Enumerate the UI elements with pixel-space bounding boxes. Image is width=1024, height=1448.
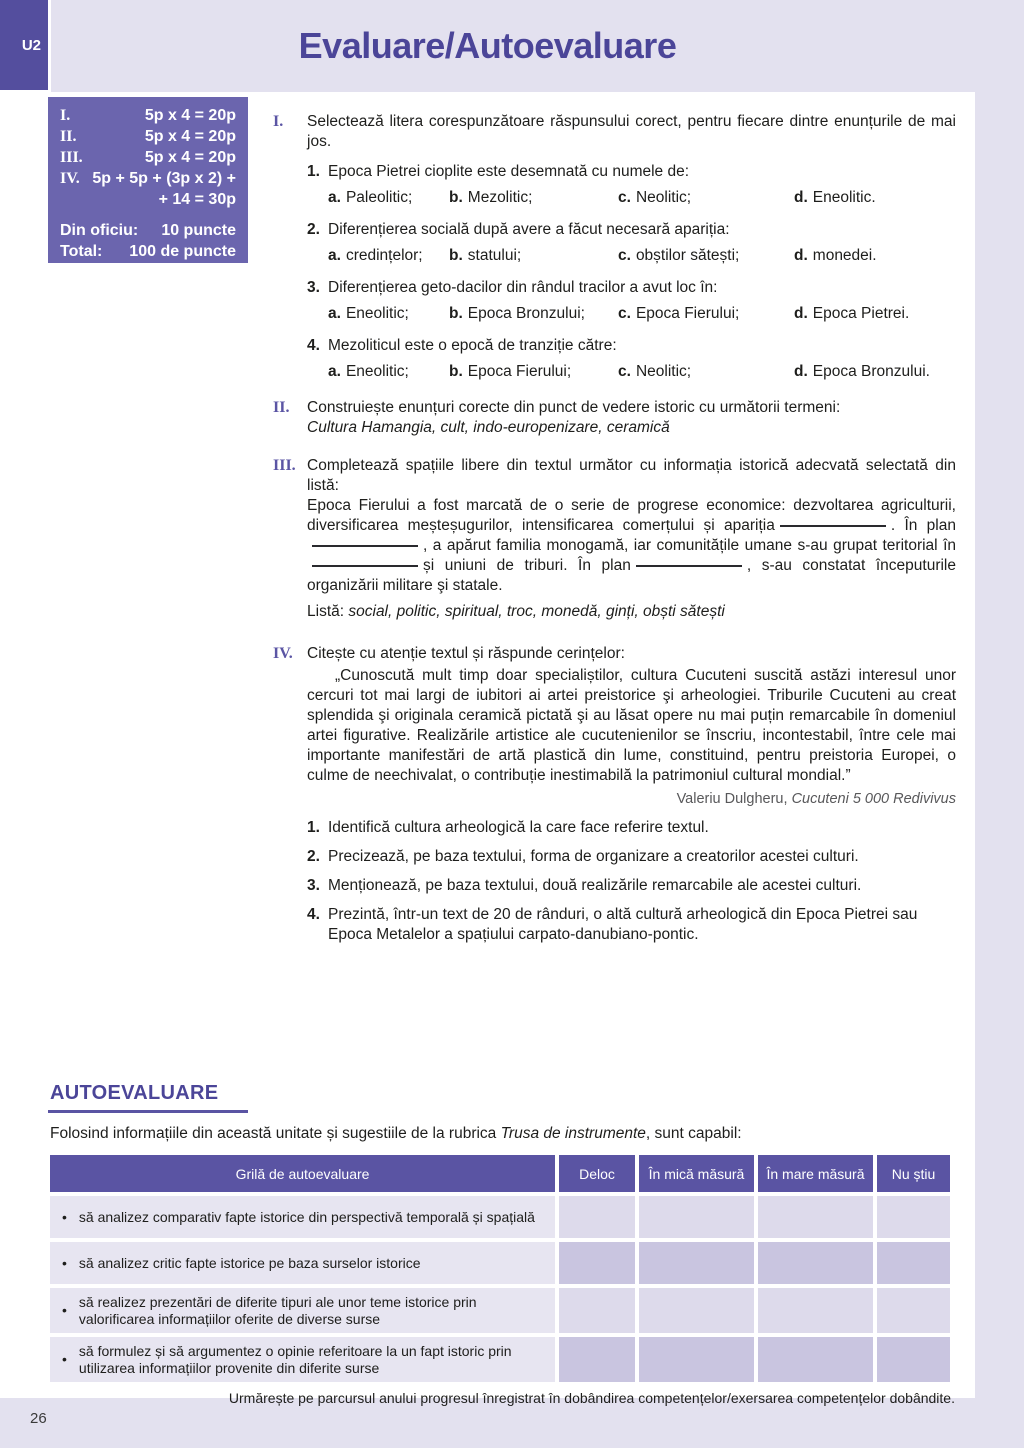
option-text: Eneolitic. (812, 189, 876, 206)
rating-cell[interactable] (877, 1337, 950, 1382)
quote-paragraph: „Cunoscută mult timp doar specialiștilor, cultura Cucuteni suscită astăzi interesul unor cercuri tot mai largi de iubitori ai artei preistorice şi arheologiei. Triburile Cucuteni au creat splendida şi originala ceramică pictată şi au lăsat opere nu mai puțin remarcabile în domeniul artei figurative. Realizările artistice ale cucutenienilor se înscriu, incontestabil, între cele mai importante manifestări de artă plastică din lume, constituind, pentru preistoria Europei, o culme de neechivalat, o contribuție inestimabilă la patrimoniul cultural mondial.” (307, 667, 956, 784)
total-label: Total: (60, 243, 103, 260)
options-row (307, 362, 956, 382)
table-header-cell: În mică măsură (639, 1155, 754, 1192)
section-intro: Completează spațiile libere din textul următor cu informația istorică adecvată selectată din listă: (307, 457, 956, 494)
question-text: Epoca Pietrei cioplite este desemnată cu numele de: (328, 163, 690, 180)
option[interactable] (328, 304, 449, 324)
question-text: Mezoliticul este o epocă de tranziție către: (328, 337, 617, 354)
option-text: Neolitic; (635, 363, 692, 380)
blank-line-1[interactable] (780, 524, 886, 527)
question (307, 220, 956, 240)
option-letter: a. (328, 247, 341, 264)
task-text: Prezintă, într-un text de 20 de rânduri, o altă cultură arheologică din Epoca Pietrei sau Epoca Metalelor a spațiului carpato-danubiano-pontic. (328, 906, 918, 943)
rating-cell[interactable] (877, 1288, 950, 1333)
table-header-cell: Deloc (559, 1155, 635, 1192)
rating-cell[interactable] (559, 1288, 635, 1333)
options-row (307, 246, 956, 266)
page-title: Evaluare/Autoevaluare (298, 25, 677, 66)
unit-label: U2 (21, 36, 41, 54)
option[interactable] (449, 362, 618, 382)
score-row (60, 126, 236, 147)
rating-cell[interactable] (639, 1337, 754, 1382)
option-text: Paleolitic; (345, 189, 413, 206)
option-letter: b. (449, 189, 463, 206)
question-number: 1. (307, 163, 320, 180)
option[interactable] (449, 246, 618, 266)
question-number: 2. (307, 221, 320, 238)
header (0, 0, 975, 92)
blank-line-2[interactable] (312, 544, 418, 547)
options-row (307, 304, 956, 324)
option-text: Epoca Fierului; (635, 305, 740, 322)
score-row (60, 168, 236, 189)
bonus-label: Din oficiu: (60, 222, 139, 239)
list-line (307, 602, 956, 622)
option-letter: a. (328, 363, 341, 380)
terms-line: Cultura Hamangia, cult, indo-europenizare, ceramică (307, 419, 670, 436)
score-label: IV. (60, 170, 80, 187)
rating-cell[interactable] (758, 1196, 873, 1238)
rating-cell[interactable] (639, 1196, 754, 1238)
task-text: Menționează, pe baza textului, două realizările remarcabile ale acestei culturi. (328, 877, 862, 894)
option-letter: d. (794, 247, 808, 264)
option[interactable] (794, 246, 956, 266)
option-text: Eneolitic; (345, 363, 409, 380)
table-row-label: • să realizez prezentări de diferite tipuri ale unor teme istorice prin valorificarea informațiilor oferite de diverse surse (50, 1288, 555, 1333)
section-numeral: III. (273, 457, 296, 474)
option-letter: b. (449, 363, 463, 380)
section-1 (273, 112, 956, 382)
option-letter: a. (328, 189, 341, 206)
autoevaluare-section (50, 1082, 955, 1406)
main-content (273, 112, 956, 945)
gap-text-segment: . În plan (890, 517, 956, 534)
option-letter: c. (618, 247, 631, 264)
option-letter: c. (618, 305, 631, 322)
table-row-label: • să formulez și să argumentez o opinie referitoare la un fapt istoric prin utilizarea informațiilor provenite din diferite surse (50, 1337, 555, 1382)
question (307, 278, 956, 298)
task-number: 1. (307, 819, 320, 836)
rating-cell[interactable] (758, 1288, 873, 1333)
rating-cell[interactable] (877, 1196, 950, 1238)
option-letter: b. (449, 247, 463, 264)
heading-underline (48, 1110, 248, 1113)
score-box (48, 97, 248, 263)
rating-cell[interactable] (639, 1242, 754, 1284)
rating-cell[interactable] (758, 1242, 873, 1284)
rating-cell[interactable] (559, 1196, 635, 1238)
score-value: 5p + 5p + (3p x 2) + (92, 170, 236, 187)
option[interactable] (618, 362, 794, 382)
section-numeral: I. (273, 113, 284, 130)
option-text: Mezolitic; (467, 189, 533, 206)
rating-cell[interactable] (877, 1242, 950, 1284)
section-intro: Construiește enunțuri corecte din punct de vedere istoric cu următorii termeni: (307, 399, 841, 416)
option-text: Epoca Bronzului. (812, 363, 930, 380)
option-letter: d. (794, 363, 808, 380)
option[interactable] (328, 188, 449, 208)
section-4 (273, 644, 956, 945)
rating-cell[interactable] (559, 1242, 635, 1284)
question-number: 3. (307, 279, 320, 296)
option[interactable] (794, 188, 956, 208)
section-numeral: IV. (273, 645, 293, 662)
bonus-row (60, 220, 236, 241)
rating-cell[interactable] (639, 1288, 754, 1333)
question-text: Diferențierea geto-dacilor din rândul tracilor a avut loc în: (328, 279, 718, 296)
option[interactable] (618, 304, 794, 324)
rating-cell[interactable] (758, 1337, 873, 1382)
option[interactable] (794, 362, 956, 382)
intro-italic: Trusa de instrumente (500, 1125, 646, 1142)
question-text: Diferențierea socială după avere a făcut necesară apariția: (328, 221, 730, 238)
blank-line-4[interactable] (636, 564, 742, 567)
intro-text: , sunt capabil: (645, 1125, 742, 1142)
option[interactable] (618, 246, 794, 266)
task-number: 2. (307, 848, 320, 865)
task (307, 818, 956, 838)
blank-line-3[interactable] (312, 564, 418, 567)
option[interactable] (449, 188, 618, 208)
option-text: Epoca Pietrei. (812, 305, 910, 322)
task (307, 905, 956, 945)
table-header-cell: Grilă de autoevaluare (50, 1155, 555, 1192)
option-text: Eneolitic; (345, 305, 409, 322)
right-margin-strip (975, 0, 1024, 1448)
score-label: III. (60, 149, 83, 166)
option-letter: c. (618, 363, 631, 380)
option-text: statului; (467, 247, 522, 264)
option-text: credințelor; (345, 247, 423, 264)
option-text: Neolitic; (635, 189, 692, 206)
section-2 (273, 398, 956, 438)
table-row-label: • să analizez comparativ fapte istorice din perspectivă temporală și spațială (50, 1196, 555, 1238)
table-header-cell: În mare măsură (758, 1155, 873, 1192)
gap-text-segment: și uniuni de triburi. În plan (423, 557, 631, 574)
question-number: 4. (307, 337, 320, 354)
score-row (60, 105, 236, 126)
option-letter: d. (794, 305, 808, 322)
table-header-cell: Nu știu (877, 1155, 950, 1192)
option[interactable] (328, 246, 449, 266)
list-label: Listă: (307, 603, 345, 620)
option-text: monedei. (812, 247, 877, 264)
section-intro: Citește cu atenție textul și răspunde cerințelor: (307, 645, 625, 662)
options-row (307, 188, 956, 208)
self-eval-table (50, 1155, 955, 1382)
total-value: 100 de puncte (129, 243, 236, 260)
option[interactable] (618, 188, 794, 208)
section-numeral: II. (273, 399, 290, 416)
gap-fill-paragraph (307, 496, 956, 596)
option-text: obștilor sătești; (635, 247, 740, 264)
section-intro: Selectează litera corespunzătoare răspunsului corect, pentru fiecare dintre enunțurile de mai jos. (307, 113, 956, 150)
total-row (60, 241, 236, 262)
list-items: social, politic, spiritual, troc, monedă, ginți, obști sătești (348, 603, 725, 620)
table-row-label: • să analizez critic fapte istorice pe baza surselor istorice (50, 1242, 555, 1284)
autoevaluare-intro (50, 1125, 955, 1143)
option-text: Epoca Fierului; (467, 363, 572, 380)
attribution-work: Cucuteni 5 000 Redivivus (791, 791, 956, 807)
question (307, 336, 956, 356)
table-caption: Urmărește pe parcursul anului progresul înregistrat în dobândirea competențelor/exersarea competențelor dobândite. (228, 1390, 955, 1406)
option-letter: c. (618, 189, 631, 206)
score-row (60, 147, 236, 168)
score-value: 5p x 4 = 20p (144, 128, 236, 145)
question (307, 162, 956, 182)
option-letter: a. (328, 305, 341, 322)
score-box-spacer (60, 210, 236, 220)
score-label: I. (60, 107, 71, 124)
gap-text-segment: , a apărut familia monogamă, iar comunitățile umane s-au grupat teritorial în (423, 537, 956, 554)
task-text: Identifică cultura arheologică la care face referire textul. (328, 819, 709, 836)
option[interactable] (328, 362, 449, 382)
option-letter: b. (449, 305, 463, 322)
intro-text: Folosind informațiile din această unitate și sugestiile de la rubrica (50, 1125, 497, 1142)
task (307, 847, 956, 867)
score-value-continuation: + 14 = 30p (158, 191, 236, 208)
rating-cell[interactable] (559, 1337, 635, 1382)
task-number: 3. (307, 877, 320, 894)
score-label: II. (60, 128, 77, 145)
task-number: 4. (307, 906, 320, 923)
quote-attribution (307, 789, 956, 809)
option-text: Epoca Bronzului; (467, 305, 585, 322)
task-text: Precizează, pe baza textului, forma de organizare a creatorilor acestei culturi. (328, 848, 859, 865)
option[interactable] (794, 304, 956, 324)
section-3 (273, 456, 956, 622)
gap-text-segment: , s-au constatat începuturile organizării militare şi statale. (307, 557, 956, 594)
score-value: 5p x 4 = 20p (144, 149, 236, 166)
gap-text-segment: Epoca Fierului a fost marcată de o serie de progrese economice: dezvoltarea agriculturii, diversificarea meșteșugurilor, intensificarea comerțului și apariția (307, 497, 956, 534)
task (307, 876, 956, 896)
option[interactable] (449, 304, 618, 324)
bonus-value: 10 puncte (161, 222, 236, 239)
option-letter: d. (794, 189, 808, 206)
score-value: 5p x 4 = 20p (144, 107, 236, 124)
attribution-name: Valeriu Dulgheru, (676, 791, 788, 807)
autoevaluare-heading: AUTOEVALUARE (50, 1082, 219, 1104)
page-number: 26 (30, 1410, 47, 1427)
